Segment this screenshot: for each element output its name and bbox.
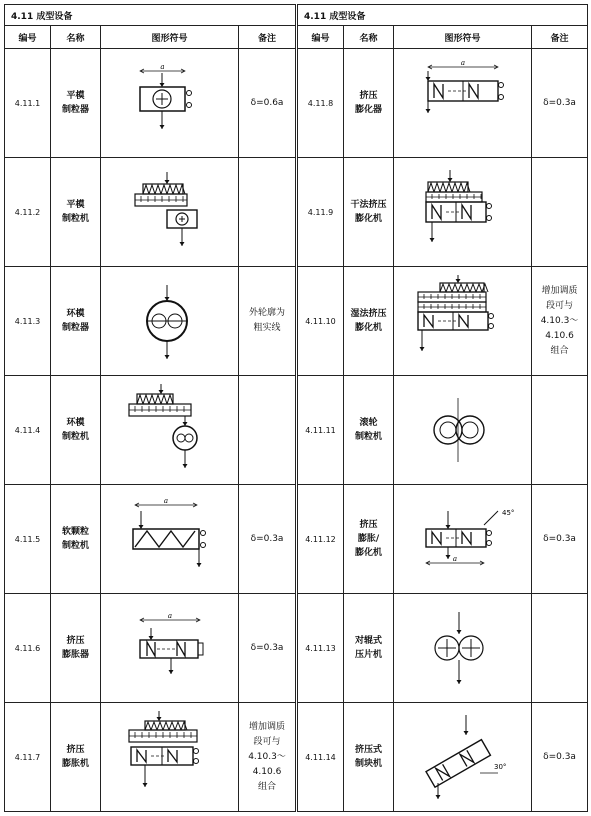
- item-name-line: 挤压: [66, 745, 85, 755]
- header-name: 名称: [344, 26, 394, 49]
- item-note-line: 4.10.3～: [540, 315, 579, 326]
- item-name-line: 平模: [66, 200, 85, 210]
- item-number: 4.11.5: [5, 485, 51, 594]
- item-name-line: 环模: [66, 309, 85, 319]
- item-note-line: δ=0.6a: [250, 97, 284, 108]
- item-note: [532, 594, 588, 703]
- svg-text:a: a: [163, 497, 168, 505]
- item-note-line: 4.10.3～: [248, 751, 286, 762]
- svg-text:a: a: [460, 59, 465, 67]
- item-name: [51, 376, 101, 485]
- ring-die-pellet-mill-icon: [105, 380, 235, 480]
- item-name-line: 挤压: [359, 520, 378, 530]
- item-symbol: [101, 485, 239, 594]
- item-name: [344, 49, 394, 158]
- item-name-line: 膨化机: [354, 214, 382, 224]
- item-note-line: 增加调质: [249, 721, 286, 732]
- table-row: [5, 267, 296, 376]
- item-note-line: 增加调质: [541, 285, 578, 296]
- item-name: [51, 49, 101, 158]
- item-number: 4.11.1: [5, 49, 51, 158]
- item-number: 4.11.14: [298, 703, 344, 812]
- extrusion-block-machine-icon: [398, 707, 528, 807]
- item-note-line: 组合: [258, 781, 277, 792]
- item-note-line: 外轮廓为: [249, 308, 286, 318]
- item-note: [239, 267, 296, 376]
- item-number: 4.11.10: [298, 267, 344, 376]
- extrusion-expansion-machine-icon: [105, 707, 235, 807]
- item-note: [532, 49, 588, 158]
- svg-text:30°: 30°: [493, 763, 506, 771]
- item-symbol: [394, 703, 532, 812]
- item-name-line: 环模: [66, 418, 85, 428]
- item-note: [239, 594, 296, 703]
- item-name-line: 滚轮: [359, 418, 378, 428]
- item-number: 4.11.13: [298, 594, 344, 703]
- item-number: 4.11.11: [298, 376, 344, 485]
- item-name: [344, 703, 394, 812]
- item-note-line: 段可与: [253, 736, 281, 747]
- table-row: [298, 594, 588, 703]
- item-number: 4.11.9: [298, 158, 344, 267]
- header-number: 编号: [298, 26, 344, 49]
- item-name: [51, 158, 101, 267]
- item-name: [51, 594, 101, 703]
- table-row: [5, 594, 296, 703]
- item-symbol: [394, 158, 532, 267]
- twin-roll-flaker-icon: [398, 598, 528, 698]
- item-number: 4.11.4: [5, 376, 51, 485]
- item-symbol: [101, 376, 239, 485]
- item-name-line: 挤压: [66, 636, 85, 646]
- dry-extrusion-puffing-machine-icon: [398, 162, 528, 262]
- item-name-line: 制粒器: [61, 323, 89, 333]
- item-name-line: 膨胀/: [357, 534, 380, 544]
- item-note: [532, 158, 588, 267]
- table-row: [298, 703, 588, 812]
- item-note-line: 4.10.6: [545, 330, 574, 341]
- svg-text:a: a: [167, 612, 172, 620]
- item-name: [344, 267, 394, 376]
- item-number: 4.11.2: [5, 158, 51, 267]
- item-name-line: 对辊式: [354, 636, 382, 646]
- ring-die-pelletizer-icon: [105, 271, 235, 371]
- item-name-line: 软颗粒: [61, 527, 89, 537]
- item-note-line: δ=0.3a: [543, 533, 576, 544]
- item-name-line: 平模: [66, 91, 85, 101]
- item-number: 4.11.6: [5, 594, 51, 703]
- header-symbol: 图形符号: [394, 26, 532, 49]
- flat-die-pelletizer-icon: [105, 53, 235, 153]
- item-note: [532, 485, 588, 594]
- svg-text:a: a: [159, 63, 165, 71]
- item-name-line: 制粒器: [61, 105, 89, 115]
- item-name-line: 制粒机: [61, 541, 89, 551]
- extrusion-expansion-puffing-icon: [398, 489, 528, 589]
- table-row: [5, 158, 296, 267]
- table-row: [5, 485, 296, 594]
- item-name: [344, 485, 394, 594]
- item-symbol: [394, 594, 532, 703]
- section-title: 4.11 成型设备: [5, 5, 296, 26]
- item-name-line: 膨化机: [354, 548, 382, 558]
- item-note: [239, 49, 296, 158]
- item-name-line: 挤压: [359, 91, 378, 101]
- item-symbol: [101, 703, 239, 812]
- item-note-line: 粗实线: [253, 323, 281, 333]
- table-row: [298, 376, 588, 485]
- table-row: [298, 485, 588, 594]
- flat-die-pellet-mill-icon: [105, 162, 235, 262]
- item-symbol: [101, 594, 239, 703]
- wet-extrusion-puffing-machine-icon: [398, 271, 528, 371]
- item-symbol: [394, 485, 532, 594]
- table-row: [298, 158, 588, 267]
- item-note: [239, 158, 296, 267]
- item-name: [51, 267, 101, 376]
- item-note: [532, 267, 588, 376]
- header-note: 备注: [239, 26, 296, 49]
- item-name-line: 湿法挤压: [350, 309, 387, 319]
- item-symbol: [394, 376, 532, 485]
- roller-pellet-mill-icon: [398, 380, 528, 480]
- item-number: 4.11.12: [298, 485, 344, 594]
- left-table: [4, 4, 295, 812]
- extrusion-puffer-icon: [398, 53, 528, 153]
- item-name: [51, 703, 101, 812]
- item-name-line: 膨胀器: [61, 650, 89, 660]
- item-number: 4.11.3: [5, 267, 51, 376]
- item-name-line: 制粒机: [61, 432, 89, 442]
- table-row: [5, 376, 296, 485]
- item-name-line: 制粒机: [61, 214, 89, 224]
- item-note: [239, 376, 296, 485]
- item-name: [344, 594, 394, 703]
- item-symbol: [101, 49, 239, 158]
- item-note-line: 段可与: [546, 300, 574, 311]
- table-row: [298, 49, 588, 158]
- item-note-line: 4.10.6: [252, 766, 282, 777]
- header-symbol: 图形符号: [101, 26, 239, 49]
- item-note: [239, 485, 296, 594]
- svg-text:a: a: [452, 555, 457, 563]
- item-symbol: [101, 158, 239, 267]
- item-note: [532, 703, 588, 812]
- item-name: [344, 376, 394, 485]
- item-name-line: 压片机: [354, 650, 382, 660]
- item-note: [239, 703, 296, 812]
- table-row: [298, 267, 588, 376]
- extrusion-expander-icon: [105, 598, 235, 698]
- item-symbol: [394, 267, 532, 376]
- soft-pellet-mill-icon: [105, 489, 235, 589]
- section-title: 4.11 成型设备: [298, 5, 588, 26]
- table-row: [5, 49, 296, 158]
- item-note-line: 组合: [550, 345, 569, 356]
- item-name-line: 膨化器: [354, 105, 382, 115]
- svg-text:45°: 45°: [501, 509, 514, 517]
- item-note: [532, 376, 588, 485]
- item-number: 4.11.8: [298, 49, 344, 158]
- item-name-line: 制粒机: [354, 432, 382, 442]
- item-note-line: δ=0.3a: [543, 97, 576, 108]
- item-name: [51, 485, 101, 594]
- item-name: [344, 158, 394, 267]
- item-name-line: 制块机: [354, 759, 382, 769]
- header-name: 名称: [51, 26, 101, 49]
- item-name-line: 膨化机: [354, 323, 382, 333]
- item-symbol: [394, 49, 532, 158]
- item-name-line: 干法挤压: [350, 200, 387, 210]
- item-name-line: 膨胀机: [61, 759, 89, 769]
- right-table: [297, 4, 587, 812]
- header-note: 备注: [532, 26, 588, 49]
- table-row: [5, 703, 296, 812]
- item-symbol: [101, 267, 239, 376]
- item-number: 4.11.7: [5, 703, 51, 812]
- item-note-line: δ=0.3a: [250, 533, 284, 544]
- item-name-line: 挤压式: [354, 745, 382, 755]
- header-number: 编号: [5, 26, 51, 49]
- item-note-line: δ=0.3a: [543, 751, 576, 762]
- item-note-line: δ=0.3a: [250, 642, 284, 653]
